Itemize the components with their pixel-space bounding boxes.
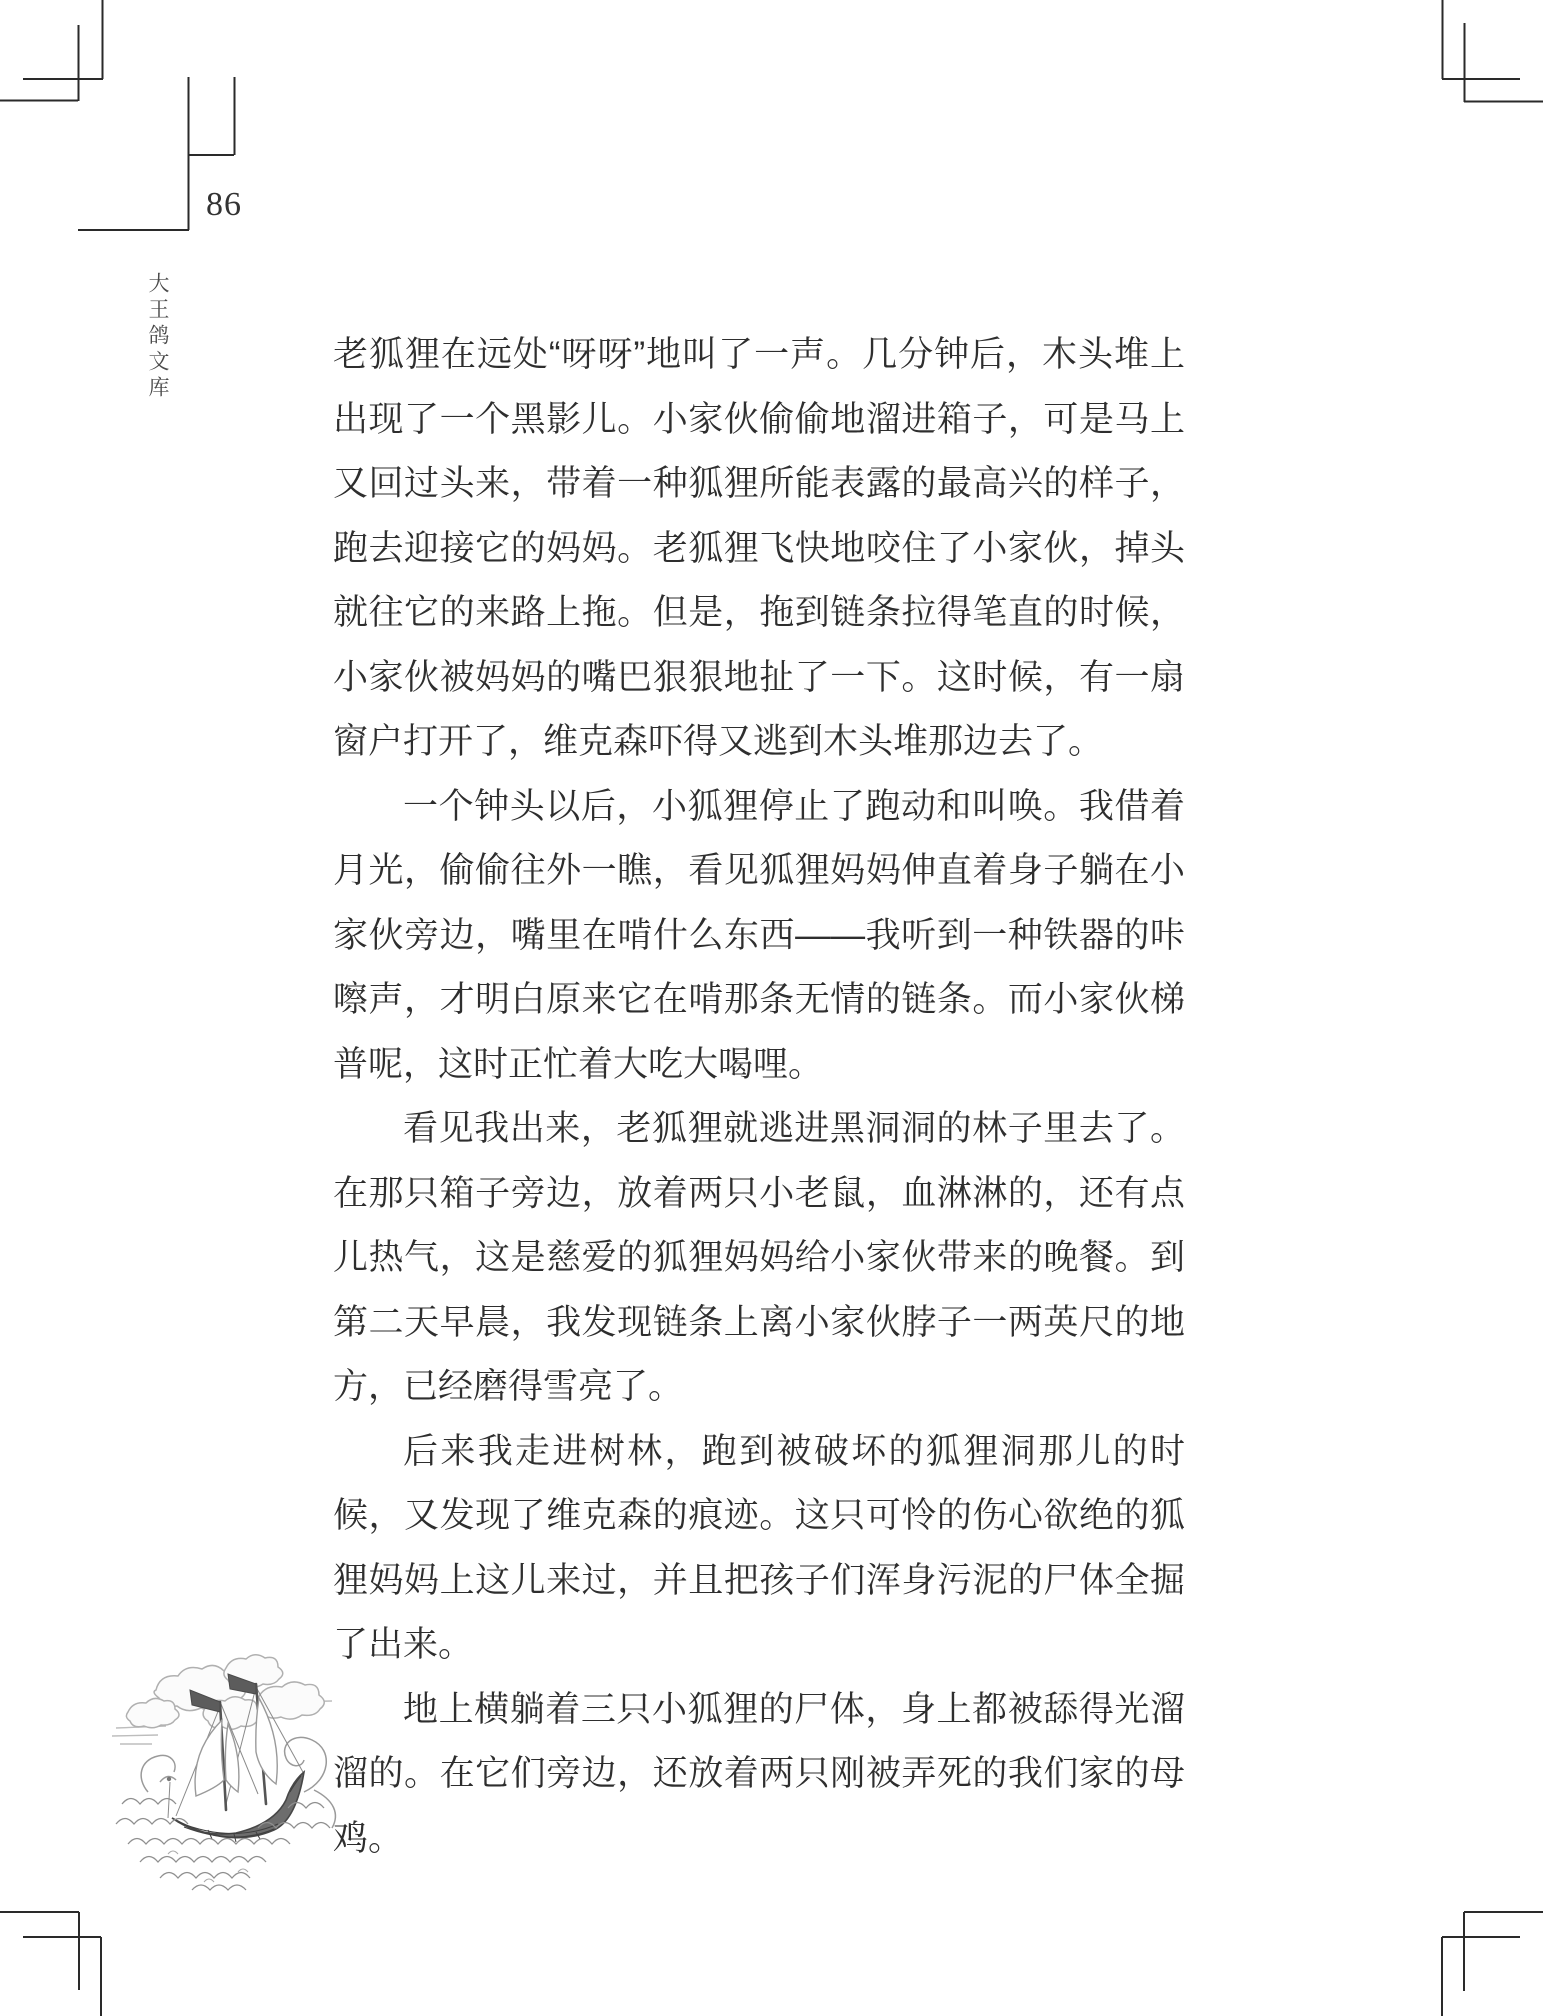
paragraph: 后来我走进树林，跑到被破坏的狐狸洞那儿的时候，又发现了维克森的痕迹。这只可怜的伤心欲绝的狐狸妈妈上这儿来过，并且把孩子们浑身污泥的尸体全掘了出来。	[333, 1431, 1185, 1664]
paragraph: 看见我出来，老狐狸就逃进黑洞洞的林子里去了。在那只箱子旁边，放着两只小老鼠，血淋淋的，还有点儿热气，这是慈爱的狐狸妈妈给小家伙带来的晚餐。到第二天早晨，我发现链条上离小家伙脖子一两英尺的地方，已经磨得雪亮了。	[333, 1109, 1185, 1406]
page-number: 86	[206, 186, 242, 223]
sailing-ship-illustration	[108, 1632, 350, 1898]
paragraph: 一个钟头以后，小狐狸停止了跑动和叫唤。我借着月光，偷偷往外一瞧，看见狐狸妈妈伸直着身子躺在小家伙旁边，嘴里在啃什么东西——我听到一种铁器的咔嚓声，才明白原来它在啃那条无情的链条。而小家伙梯普呢，这时正忙着大吃大喝哩。	[333, 786, 1185, 1084]
paragraph: 老狐狸在远处“呀呀”地叫了一声。几分钟后，木头堆上出现了一个黑影儿。小家伙偷偷地溜进箱子，可是马上又回过头来，带着一种狐狸所能表露的最高兴的样子，跑去迎接它的妈妈。老狐狸飞快地咬住了小家伙，掉头就往它的来路上拖。但是，拖到链条拉得笔直的时候，小家伙被妈妈的嘴巴狠狠地扯了一下。这时候，有一扇窗户打开了，维克森吓得又逃到木头堆那边去了。	[333, 335, 1185, 761]
series-title-vertical: 大王鸽文库	[146, 272, 169, 402]
body-text-column	[333, 323, 1185, 1871]
paragraph: 地上横躺着三只小狐狸的尸体，身上都被舔得光溜溜的。在它们旁边，还放着两只刚被弄死的我们家的母鸡。	[333, 1689, 1185, 1858]
